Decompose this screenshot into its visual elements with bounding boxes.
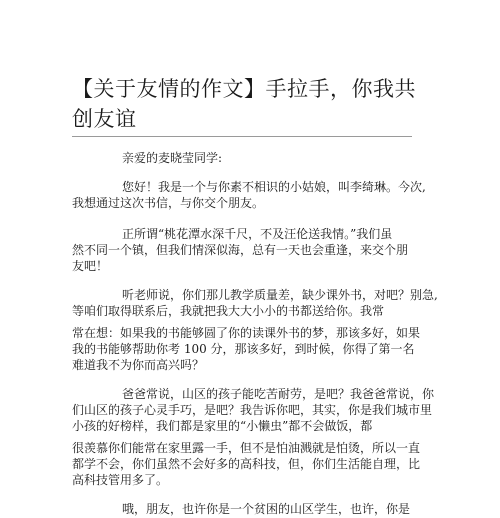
text-line: 都学不会，你们虽然不会好多的高科技，但，你们生活能自理，比 [72,457,421,471]
text-line: 亲爱的麦晓莹同学: [122,151,223,165]
title-line-1: 【关于友情的作文】手拉手，你我共 [72,77,416,101]
text-line: 我的书能够帮助你考 100 分，那该多好，到时候，你得了第一名 [72,342,415,356]
text-line: 我想通过这次书信，与你交个朋友。 [72,196,265,210]
text-line: 听老师说，你们那儿教学质量差，缺少课外书，对吧？别急, [122,288,438,302]
text-line: 很羡慕你们能常在家里露一手，但不是怕油溅就是怕烫，所以一直 [72,441,421,455]
text-line: 小孩的好榜样，我们都是家里的“小懒虫”都不会做饭，都 [72,419,373,433]
text-line: 然不同一个镇，但我们情深似海，总有一天也会重逢，来交个朋 [72,243,409,257]
text-line: 等咱们取得联系后，我就把我大大小小的书都送给你。我常 [72,304,385,318]
title-line-2: 创友谊 [72,107,137,131]
text-line: 爸爸常说，山区的孩子能吃苦耐劳，是吧？我爸爸常说，你 [122,387,435,401]
text-line: 常在想：如果我的书能够圆了你的读课外书的梦，那该多好，如果 [72,326,421,340]
text-line: 哦，朋友，也许你是一个贫困的山区学生，也许，你是 [122,502,411,516]
text-line: 们山区的孩子心灵手巧，是吧？我告诉你吧，其实，你是我们城市里 [72,403,433,417]
document-title [72,74,432,134]
title-divider [72,136,412,137]
text-line: 正所谓“桃花潭水深千尺，不及汪伦送我情。”我们虽 [122,227,393,241]
text-line: 高科技管用多了。 [72,473,169,487]
text-line: 您好！我是一个与你素不相识的小姑娘，叫李绮琳。今次, [122,180,426,194]
text-line: 难道我不为你而高兴吗？ [72,358,205,372]
text-line: 友吧！ [72,259,109,273]
